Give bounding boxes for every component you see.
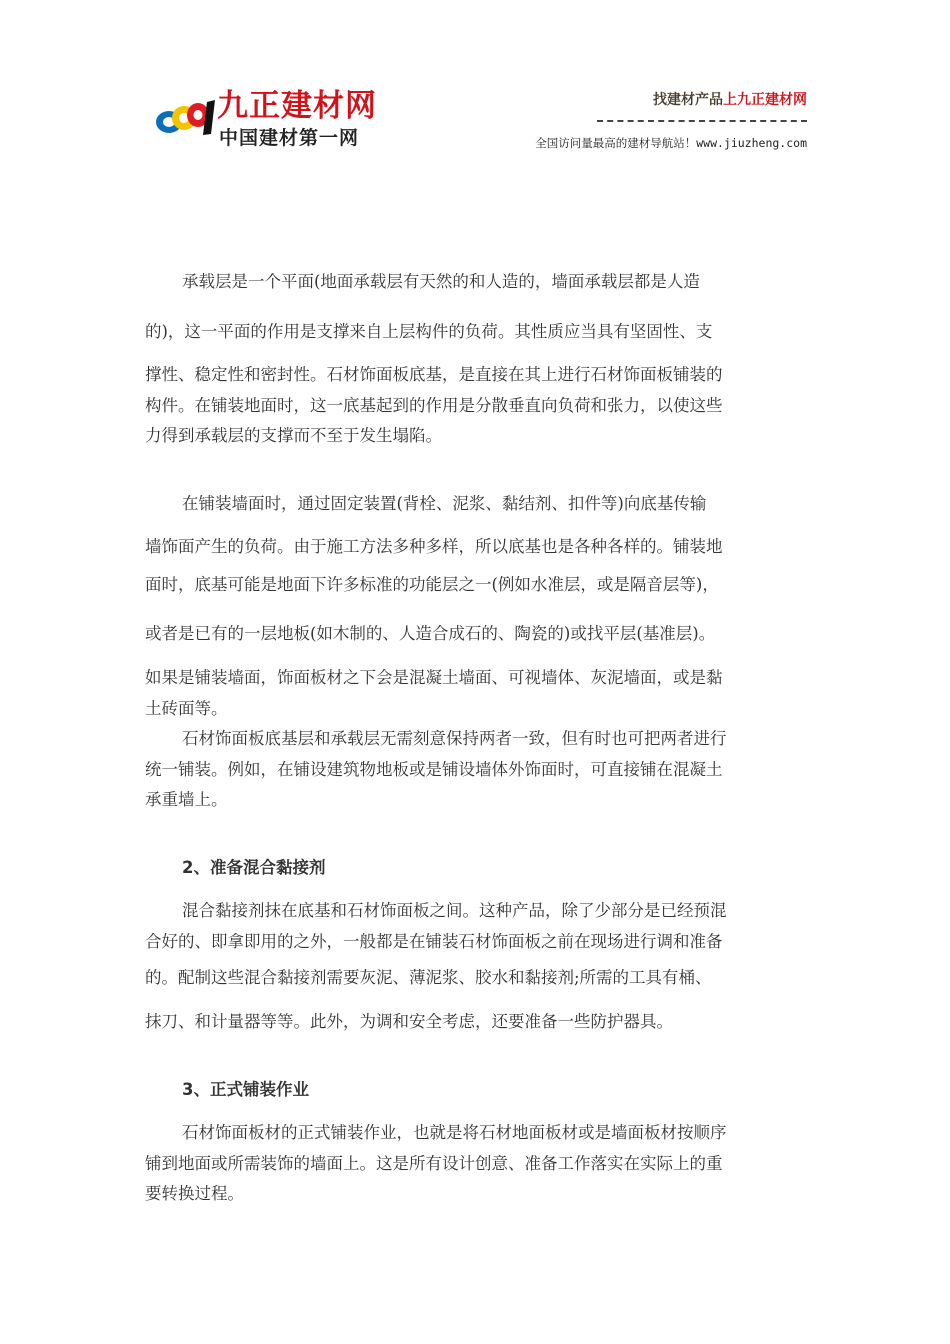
- text-line: 或者是已有的一层地板(如木制的、人造合成石的、陶瓷的)或找平层(基准层)。: [145, 624, 716, 643]
- tagline-part2: 上九正建材网: [723, 92, 807, 108]
- text-line: 承重墙上。: [145, 790, 228, 809]
- text-line: 面时，底基可能是地面下许多标准的功能层之一(例如水准层，或是隔音层等)，: [145, 575, 719, 594]
- text-line: 如果是铺装墙面，饰面板材之下会是混凝土墙面、可视墙体、灰泥墙面，或是黏: [145, 668, 723, 687]
- text-line: 构件。在铺装地面时，这一底基起到的作用是分散垂直向负荷和张力，以使这些: [145, 396, 723, 415]
- section-heading-3: 3、正式铺装作业: [182, 1080, 309, 1099]
- text-line: 在铺装墙面时，通过固定装置(背栓、泥浆、黏结剂、扣件等)向底基传输: [182, 494, 707, 513]
- text-line: 墙饰面产生的负荷。由于施工方法多种多样，所以底基也是各种各样的。铺装地: [145, 537, 723, 556]
- text-line: 的。配制这些混合黏接剂需要灰泥、薄泥浆、胶水和黏接剂;所需的工具有桶、: [145, 968, 712, 987]
- text-line: 抹刀、和计量器等等。此外，为调和安全考虑，还要准备一些防护器具。: [145, 1012, 673, 1031]
- tagline-divider: [597, 120, 807, 122]
- text-line: 铺到地面或所需装饰的墙面上。这是所有设计创意、准备工作落实在实际上的重: [145, 1154, 723, 1173]
- text-line: 力得到承载层的支撑而不至于发生塌陷。: [145, 426, 442, 445]
- text-line: 要转换过程。: [145, 1184, 244, 1203]
- text-line: 石材饰面板底基层和承载层无需刻意保持两者一致，但有时也可把两者进行: [182, 729, 727, 748]
- text-line: 合好的、即拿即用的之外，一般都是在铺装石材饰面板之前在现场进行调和准备: [145, 932, 723, 951]
- header-tagline[interactable]: [653, 90, 807, 110]
- text-line: 土砖面等。: [145, 699, 228, 718]
- text-line: 撑性、稳定性和密封性。石材饰面板底基，是直接在其上进行石材饰面板铺装的: [145, 365, 723, 384]
- logo-title: 九正建材网: [217, 88, 377, 124]
- text-line: 的)，这一平面的作用是支撑来自上层构件的负荷。其性质应当具有坚固性、支: [145, 322, 713, 341]
- tagline-part1: 找建材产品: [653, 92, 723, 108]
- text-line: 石材饰面板材的正式铺装作业，也就是将石材地面板材或是墙面板材按顺序: [182, 1123, 727, 1142]
- text-line: 承载层是一个平面(地面承载层有天然的和人造的，墙面承载层都是人造: [182, 272, 700, 291]
- text-line: 混合黏接剂抹在底基和石材饰面板之间。这种产品，除了少部分是已经预混: [182, 901, 727, 920]
- page-header: [0, 0, 950, 200]
- tagline-subtext[interactable]: 全国访问量最高的建材导航站！www.jiuzheng.com: [535, 136, 807, 150]
- logo-mark-icon: [153, 98, 223, 138]
- logo-subtitle: 中国建材第一网: [219, 127, 360, 149]
- text-line: 统一铺装。例如，在铺设建筑物地板或是铺设墙体外饰面时，可直接铺在混凝土: [145, 760, 723, 779]
- site-logo[interactable]: [153, 86, 383, 156]
- section-heading-2: 2、准备混合黏接剂: [182, 858, 326, 877]
